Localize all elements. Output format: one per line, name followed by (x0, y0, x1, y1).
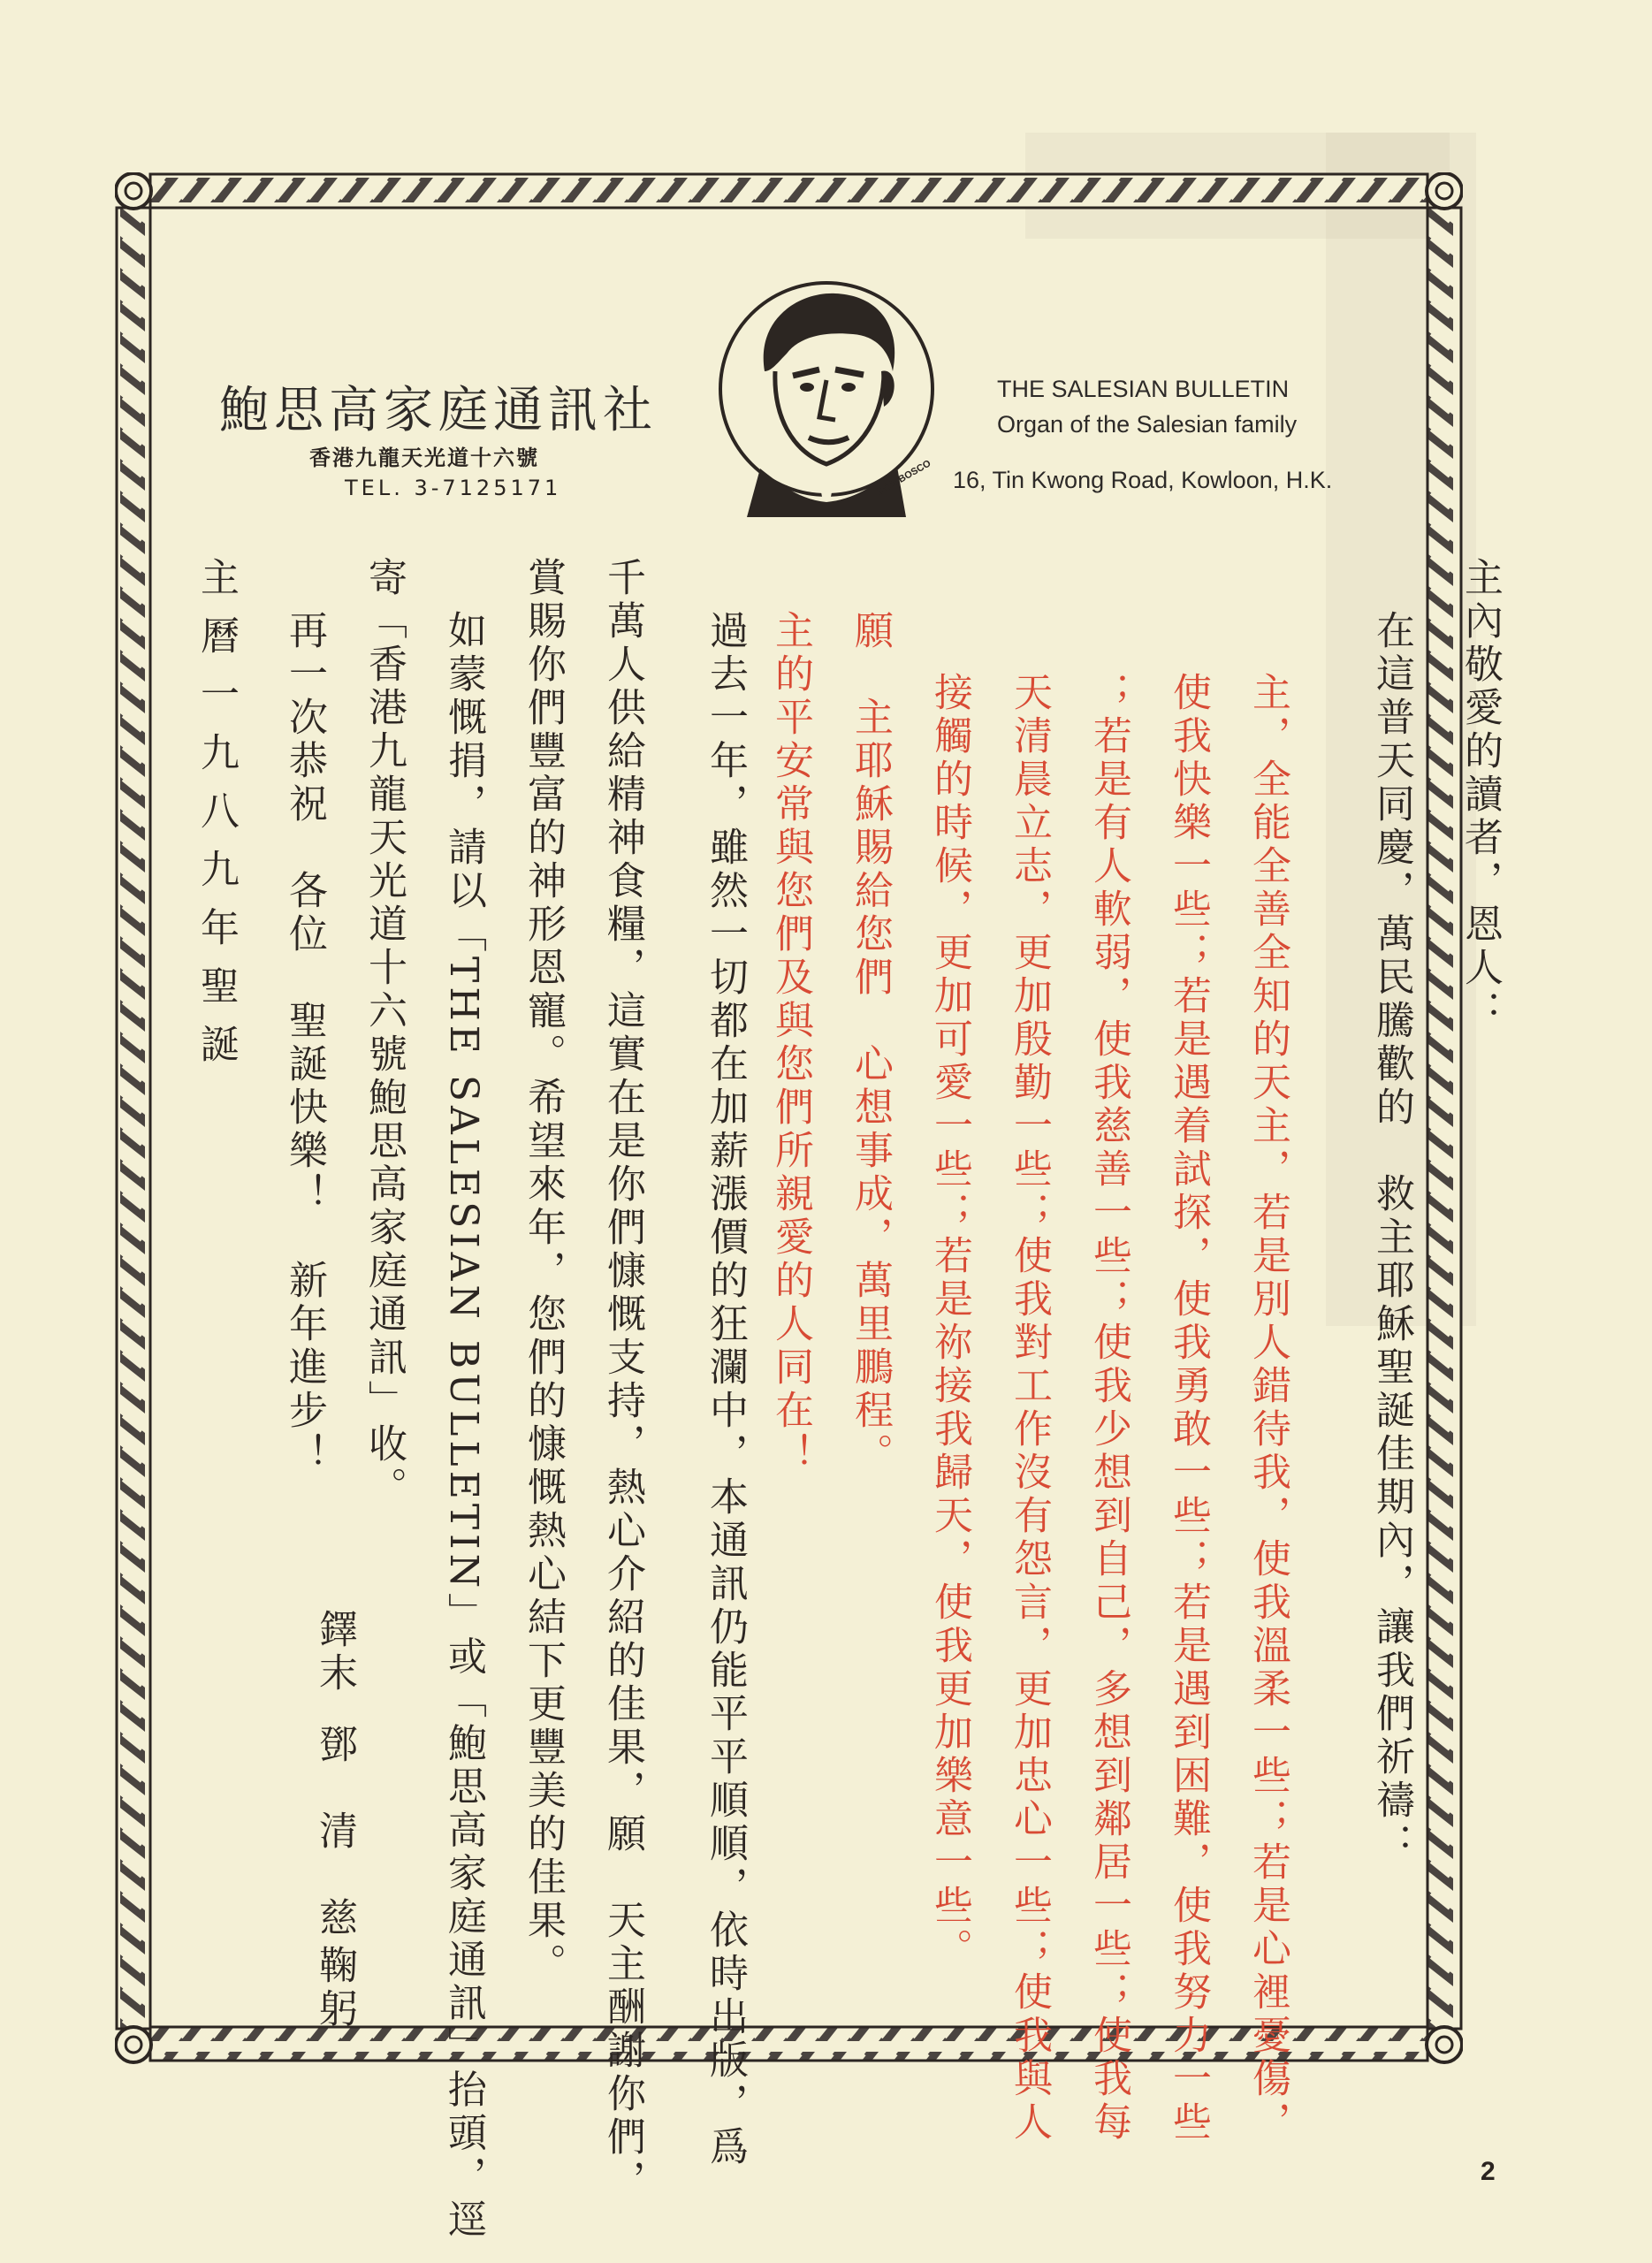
prayer-column: ；若是有人軟弱，使我慈善一些；使我少想到自己，多想到鄰居一些；使我每 (1086, 672, 1131, 2145)
telephone: TEL. 3-7125171 (345, 476, 562, 500)
greeting-line: 主內敬愛的讀者，恩人： (1458, 557, 1503, 1033)
prayer-column: 天清晨立志，更加殷勤一些；使我對工作沒有怨言，更加忠心一些；使我與人 (1007, 672, 1052, 2145)
prayer-column: 接觸的時候，更加可愛一些；若是祢接我歸天，使我更加樂意一些。 (927, 672, 972, 1971)
letter-column: 賞賜你們豐富的神形恩寵。希望來年，您們的慷慨熱心結下更豐美的佳果。 (521, 557, 566, 1986)
don-bosco-portrait (712, 265, 941, 522)
prayer-column: 使我快樂一些；若是遇着試探，使我勇敢一些；若是遇到困難，使我努力一些 (1166, 672, 1211, 2145)
letter-column: 在這普天同慶，萬民騰歡的 救主耶穌聖誕佳期內，讓我們祈禱： (1369, 610, 1414, 1866)
signature-prefix: 鐸末 (312, 1609, 357, 1695)
letter-column: 千萬人供給精神食糧，這實在是你們慷慨支持，熱心介紹的佳果，願 天主酬謝你們， (600, 557, 645, 2203)
greeting-column: 再一次恭祝 各位 聖誕快樂！ 新年進步！ (282, 610, 327, 1476)
blessing-column: 主的平安常與您們及與您們所親愛的人同在！ (768, 610, 813, 1476)
date-line: 主曆一九八九年聖誕 (194, 557, 239, 1082)
org-name-chinese: 鮑思高家庭通訊社 (219, 382, 658, 439)
signature-closing: 鞠躬 (312, 1945, 357, 2031)
donation-column: 如蒙慨捐，請以「THE SALESIAN BULLETIN」或「鮑思高家庭通訊」抬頭，逕 (441, 610, 486, 2243)
org-name-english: THE SALESIAN BULLETIN (997, 376, 1290, 402)
page-number: 2 (1481, 2157, 1496, 2186)
portrait-caption: DON BOSCO (875, 458, 933, 498)
prayer-column: 主，全能全善全知的天主，若是別人錯待我，使我溫柔一些；若是心裡憂傷， (1245, 672, 1290, 2145)
org-name-english-block (997, 371, 1297, 442)
address-english: 16, Tin Kwong Road, Kowloon, H.K. (953, 467, 1333, 493)
blessing-column: 願 主耶穌賜給您們 心想事成，萬里鵬程。 (848, 610, 893, 1476)
letter-column: 過去一年，雖然一切都在加薪漲價的狂瀾中，本通訊仍能平平順順，依時出版，爲 (703, 610, 748, 2169)
subtitle-english: Organ of the Salesian family (997, 411, 1298, 438)
signature-name: 鄧 清 慈 (312, 1724, 357, 1940)
address-chinese: 香港九龍天光道十六號 (309, 446, 539, 470)
donation-column: 寄「香港九龍天光道十六號鮑思高家庭通訊」收。 (362, 557, 407, 1510)
